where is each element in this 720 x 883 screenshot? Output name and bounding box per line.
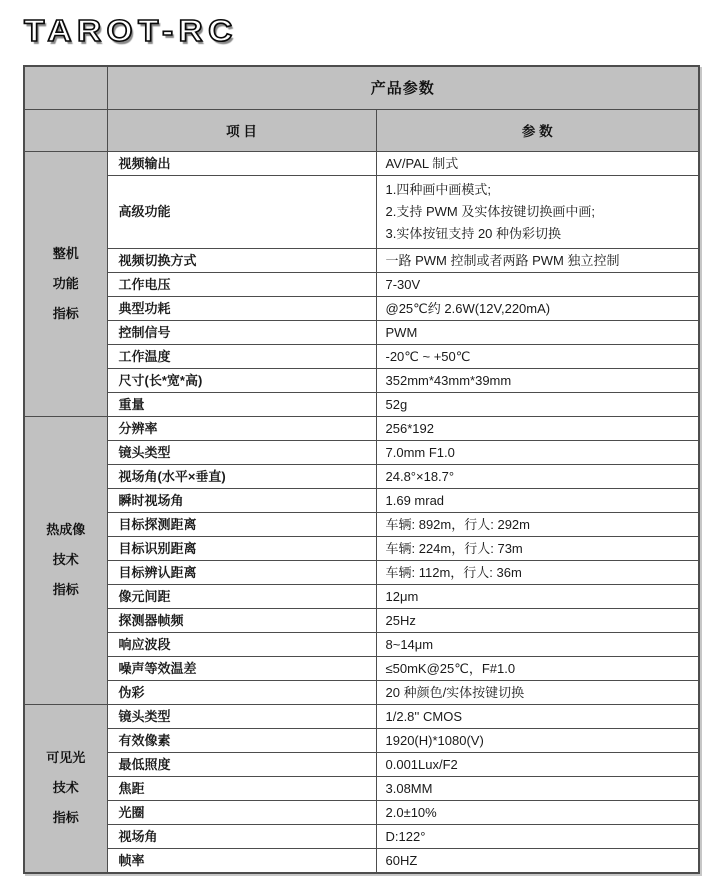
spec-item-label: 瞬时视场角: [107, 488, 376, 512]
spec-item-label: 工作温度: [107, 344, 376, 368]
table-row: [24, 704, 699, 728]
table-row: [24, 848, 699, 873]
spec-value-line: 1.四种画中画模式;: [385, 181, 491, 197]
spec-item-label: 视场角(水平×垂直): [107, 464, 376, 488]
group-label-line: 整机: [52, 245, 79, 261]
spec-item-label: 目标识别距离: [107, 536, 376, 560]
spec-item-label: 典型功耗: [107, 296, 376, 320]
spec-value: 车辆: 892m，行人: 292m: [376, 512, 699, 536]
table-row: [24, 680, 699, 704]
spec-value: 1920(H)*1080(V): [376, 728, 699, 752]
group-label-line: 技术: [52, 780, 79, 795]
spec-value: @25℃约 2.6W(12V,220mA): [376, 296, 699, 320]
spec-value-line: 3.实体按钮支持 20 种伪彩切换: [385, 225, 562, 241]
table-title: 产品参数: [107, 66, 699, 109]
spec-value: 25Hz: [376, 608, 699, 632]
spec-item-label: 探测器帧频: [107, 608, 376, 632]
spec-value: 一路 PWM 控制或者两路 PWM 独立控制: [376, 248, 699, 272]
spec-item-label: 尺寸(长*宽*高): [107, 368, 376, 392]
spec-value: 8~14μm: [376, 632, 699, 656]
group-label-line: 指标: [52, 582, 79, 597]
spec-value: 3.08MM: [376, 776, 699, 800]
table-row: [24, 368, 699, 392]
spec-item-label: 伪彩: [107, 680, 376, 704]
spec-value: 车辆: 224m，行人: 73m: [376, 536, 699, 560]
table-row: [24, 392, 699, 416]
table-row: [24, 175, 699, 248]
spec-value: [376, 175, 699, 248]
spec-value: 52g: [376, 392, 699, 416]
spec-item-label: 响应波段: [107, 632, 376, 656]
spec-item-label: 镜头类型: [107, 440, 376, 464]
spec-item-label: 视频输出: [107, 151, 376, 175]
spec-value: -20℃ ~ +50℃: [376, 344, 699, 368]
spec-item-label: 噪声等效温差: [107, 656, 376, 680]
table-row: [24, 248, 699, 272]
table-row: [24, 776, 699, 800]
spec-item-label: 分辨率: [107, 416, 376, 440]
spec-value: 1/2.8'' CMOS: [376, 704, 699, 728]
table-row: [24, 296, 699, 320]
table-row: [24, 656, 699, 680]
group-label-line: 可见光: [46, 750, 86, 765]
table-row: [24, 728, 699, 752]
table-row: [24, 512, 699, 536]
table-row: [24, 320, 699, 344]
spec-value: 256*192: [376, 416, 699, 440]
spec-item-label: 工作电压: [107, 272, 376, 296]
header-row-spacer-cell: [24, 109, 107, 151]
spec-item-label: 目标辨认距离: [107, 560, 376, 584]
group-label-line: 指标: [52, 305, 79, 321]
group-label-line: 功能: [52, 275, 79, 291]
table-row: [24, 272, 699, 296]
table-row: [24, 416, 699, 440]
table-row: [24, 488, 699, 512]
spec-item-label: 重量: [107, 392, 376, 416]
spec-item-label: 视频切换方式: [107, 248, 376, 272]
spec-value: 1.69 mrad: [376, 488, 699, 512]
spec-item-label: 焦距: [107, 776, 376, 800]
column-header-item: 项 目: [107, 109, 376, 151]
spec-value: 7-30V: [376, 272, 699, 296]
spec-value: 12μm: [376, 584, 699, 608]
table-row: [24, 584, 699, 608]
table-title-row: [24, 66, 699, 109]
spec-item-label: 视场角: [107, 824, 376, 848]
table-row: [24, 536, 699, 560]
spec-item-label: 像元间距: [107, 584, 376, 608]
spec-value: 7.0mm F1.0: [376, 440, 699, 464]
table-row: [24, 344, 699, 368]
spec-value: 352mm*43mm*39mm: [376, 368, 699, 392]
table-row: [24, 824, 699, 848]
table-row: [24, 752, 699, 776]
table-row: [24, 464, 699, 488]
table-row: [24, 440, 699, 464]
spec-item-label: 有效像素: [107, 728, 376, 752]
section-group-label: [24, 416, 107, 704]
spec-item-label: 控制信号: [107, 320, 376, 344]
spec-item-label: 高级功能: [107, 175, 376, 248]
spec-value: D:122°: [376, 824, 699, 848]
spec-value: 0.001Lux/F2: [376, 752, 699, 776]
spec-value: 2.0±10%: [376, 800, 699, 824]
column-header-row: [24, 109, 699, 151]
spec-item-label: 镜头类型: [107, 704, 376, 728]
spec-value: 24.8°×18.7°: [376, 464, 699, 488]
section-group-label: [24, 704, 107, 873]
group-label-line: 热成像: [46, 522, 86, 537]
title-row-spacer-cell: [24, 66, 107, 109]
spec-value: 60HZ: [376, 848, 699, 873]
tarot-rc-logo: TAROT-RC: [24, 13, 238, 48]
table-row: [24, 560, 699, 584]
spec-value: 车辆: 112m，行人: 36m: [376, 560, 699, 584]
group-label-line: 指标: [52, 810, 79, 825]
spec-item-label: 光圈: [107, 800, 376, 824]
spec-value: AV/PAL 制式: [376, 151, 699, 175]
spec-item-label: 帧率: [107, 848, 376, 873]
product-spec-table: [23, 65, 700, 874]
table-row: [24, 608, 699, 632]
section-group-label: [24, 151, 107, 416]
table-row: [24, 151, 699, 175]
spec-item-label: 目标探测距离: [107, 512, 376, 536]
table-row: [24, 632, 699, 656]
spec-value: PWM: [376, 320, 699, 344]
spec-value: 20 种颜色/实体按键切换: [376, 680, 699, 704]
group-label-line: 技术: [52, 552, 79, 567]
spec-value-line: 2.支持 PWM 及实体按键切换画中画;: [385, 203, 595, 219]
table-row: [24, 800, 699, 824]
column-header-param: 参 数: [376, 109, 699, 151]
spec-value: ≤50mK@25℃，F#1.0: [376, 656, 699, 680]
spec-item-label: 最低照度: [107, 752, 376, 776]
